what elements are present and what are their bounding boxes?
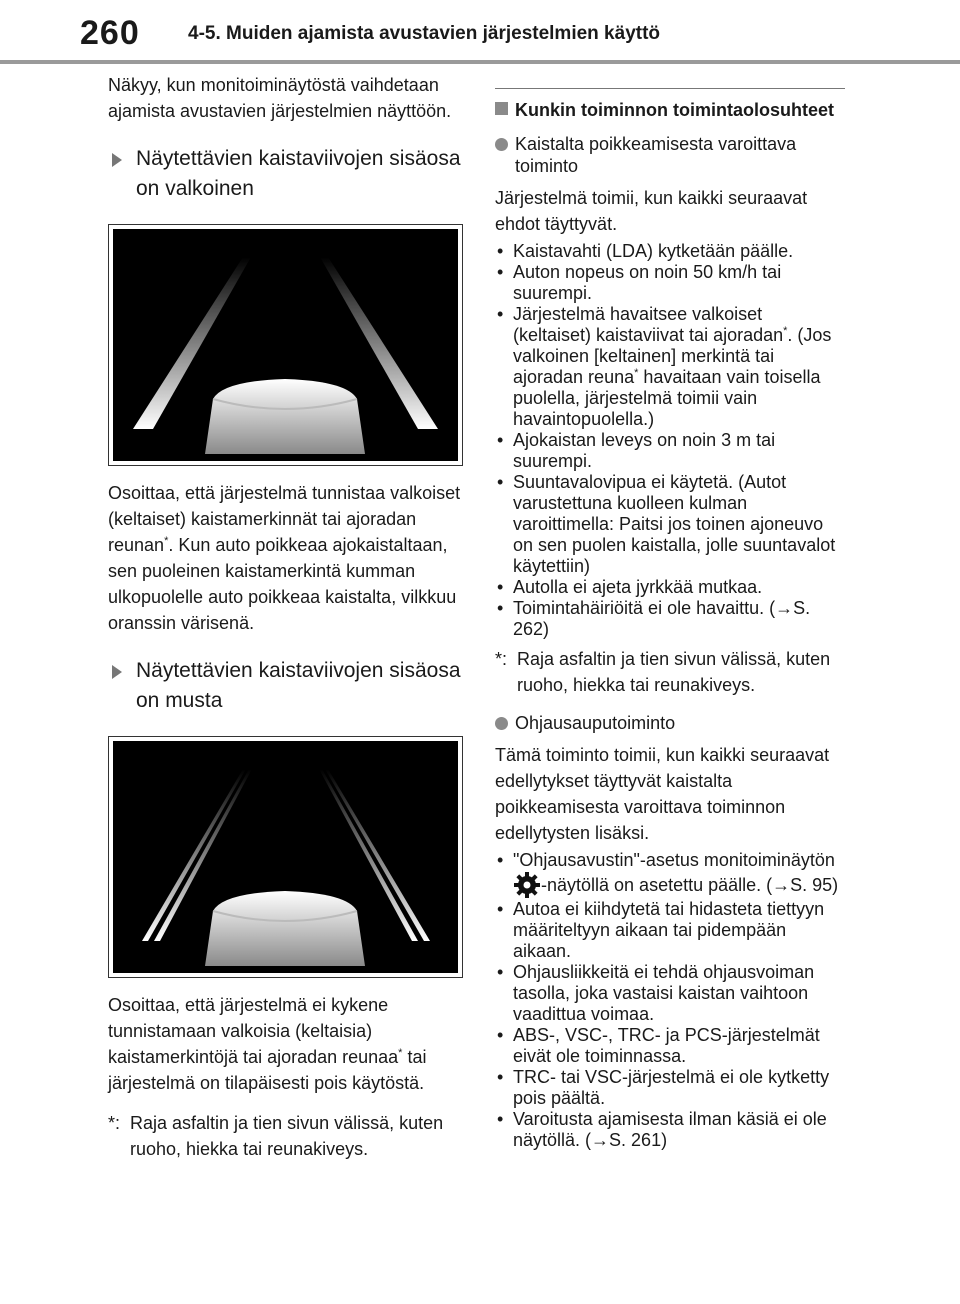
heading-white-lines	[108, 144, 463, 204]
subheading-steering-assist: Ohjausauputoiminto	[495, 712, 845, 734]
lane-display-white-illustration	[113, 229, 458, 461]
heading-black-lines-text: Näytettävien kaistaviivojen sisäosa on musta	[136, 659, 461, 712]
list-item: • Auton nopeus on noin 50 km/h tai suurempi.	[495, 262, 845, 304]
white-lines-description: Osoittaa, että järjestelmä tunnistaa valkoiset (keltaiset) kaistamerkinnät tai ajoradan reunan*. Kun auto poikkeaa ajokaistaltaan, sen puoleinen kaistamerkintä kumman ulkopuolelle auto poikkeaa kaistalta, vilkkuu oranssin värisenä.	[108, 483, 461, 633]
subheading-lane-departure: Kaistalta poikkeamisesta varoittava toiminto	[495, 133, 845, 177]
steering-assist-intro: Tämä toiminto toimii, kun kaikki seuraavat edellytykset täyttyvät kaistalta poikkeamisesta varoittava toiminnon edellytysten lisäksi.	[495, 745, 830, 843]
left-footnote: *: Raja asfaltin ja tien sivun välissä, kuten ruoho, hiekka tai reunakiveys.	[108, 1113, 444, 1159]
intro-text: Näkyy, kun monitoiminäytöstä vaihdetaan ajamista avustavien järjestelmien näyttöön.	[108, 75, 452, 121]
list-item: • Ohjausliikkeitä ei tehdä ohjausvoiman tasolla, joka vastaisi kaistan vaihtoon vaadittua voimaa.	[495, 962, 845, 1025]
triangle-bullet-icon	[112, 665, 122, 679]
list-item: • Autoa ei kiihdytetä tai hidasteta tiettyyn määriteltyyn aikaan tai pidempään aikaan.	[495, 899, 845, 962]
figure-black-lane-lines	[108, 736, 463, 978]
header-rule	[0, 60, 960, 64]
section-title: Kunkin toiminnon toimintaolosuhteet	[495, 88, 845, 121]
circle-bullet-icon	[495, 138, 508, 151]
black-lines-description: Osoittaa, että järjestelmä ei kykene tunnistamaan valkoisia (keltaisia) kaistamerkintöjä tai ajoradan reunaa* tai järjestelmä on tilapäisesti pois käytöstä.	[108, 995, 427, 1093]
left-column	[108, 72, 463, 1162]
list-item: • Kaistavahti (LDA) kytketään päälle.	[495, 241, 845, 262]
list-item: • Autolla ei ajeta jyrkkää mutkaa.	[495, 577, 845, 598]
triangle-bullet-icon	[112, 153, 122, 167]
right-column	[495, 88, 845, 1151]
lane-departure-intro: Järjestelmä toimii, kun kaikki seuraavat ehdot täyttyvät.	[495, 188, 808, 234]
steering-assist-conditions	[495, 850, 845, 1151]
list-item: • Toimintahäiriöitä ei ole havaittu. (→S. 262)	[495, 598, 845, 640]
square-bullet-icon	[495, 102, 508, 115]
lane-departure-conditions	[495, 241, 845, 640]
list-item: • "Ohjausavustin"-asetus monitoiminäytön -näytöllä on asetettu päälle. (→S. 95)	[495, 850, 845, 899]
lane-display-black-illustration	[113, 741, 458, 973]
chapter-title: 4-5. Muiden ajamista avustavien järjestelmien käyttö	[188, 23, 661, 44]
page-number: 260	[80, 14, 140, 52]
list-item: • Suuntavalovipua ei käytetä. (Autot varustettuna kuolleen kulman varoittimella: Paitsi jos toinen ajoneuvo on sen puolen kaistalla, jolle suuntavalot käytettiin)	[495, 472, 845, 577]
figure-white-lane-lines	[108, 224, 463, 466]
list-item: • TRC- tai VSC-järjestelmä ei ole kytketty pois päältä.	[495, 1067, 845, 1109]
circle-bullet-icon	[495, 717, 508, 730]
list-item: • Varoitusta ajamisesta ilman käsiä ei ole näytöllä. (→S. 261)	[495, 1109, 845, 1151]
gear-icon	[513, 871, 541, 899]
right-footnote: *: Raja asfaltin ja tien sivun välissä, kuten ruoho, hiekka tai reunakiveys.	[495, 649, 831, 695]
list-item: • Järjestelmä havaitsee valkoiset (keltaiset) kaistaviivat tai ajoradan*. (Jos valkoinen [keltainen] merkintä tai ajoradan reuna* havaitaan vain toisella puolella, järjestelmä toimii vain havaintopuolella.)	[495, 304, 845, 430]
list-item: • Ajokaistan leveys on noin 3 m tai suurempi.	[495, 430, 845, 472]
heading-white-lines-text: Näytettävien kaistaviivojen sisäosa on valkoinen	[136, 147, 461, 200]
heading-black-lines	[108, 656, 463, 716]
page-header	[0, 0, 960, 66]
list-item: • ABS-, VSC-, TRC- ja PCS-järjestelmät eivät ole toiminnassa.	[495, 1025, 845, 1067]
